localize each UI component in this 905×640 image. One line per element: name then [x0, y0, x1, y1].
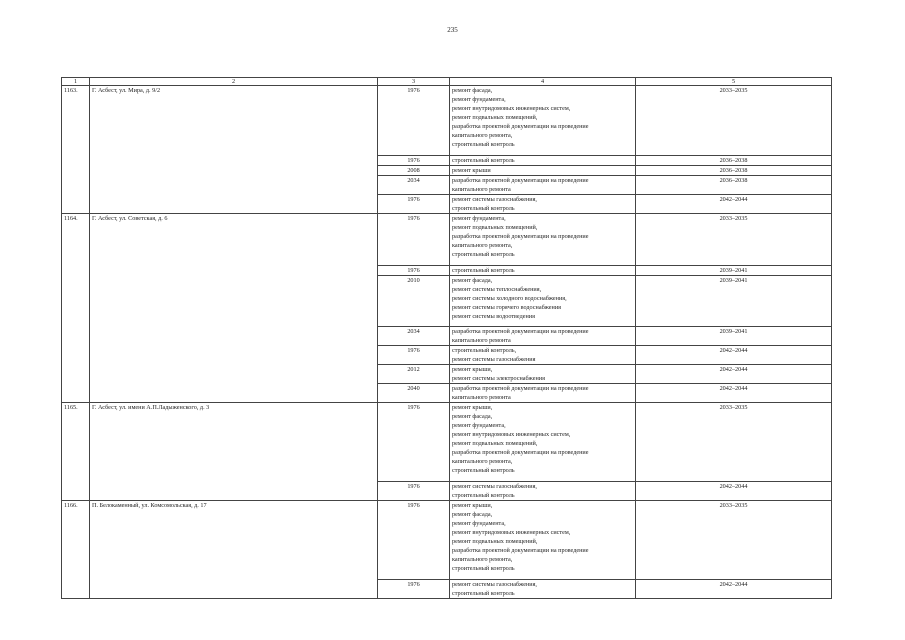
year-cell: 1976 [378, 580, 450, 599]
work-item: капитального ремонта [452, 394, 511, 401]
work-item: ремонт внутридомовых инженерных систем, [452, 529, 571, 536]
work-item: строительный контроль [452, 590, 515, 597]
work-item: ремонт фасада, [452, 511, 493, 518]
header-cell-number: 1 [62, 78, 90, 86]
year-cell: 2040 [378, 384, 450, 403]
work-item: ремонт фундамента, [452, 215, 506, 222]
repair-schedule-table [61, 77, 832, 599]
work-item: ремонт системы холодного водоснабжения, [452, 295, 567, 302]
work-item: ремонт подвальных помещений, [452, 538, 538, 545]
work-item: строительный контроль [452, 251, 515, 258]
period-cell: 2036–2038 [636, 166, 832, 176]
work-item: ремонт крыши, [452, 366, 493, 373]
year-cell: 1976 [378, 346, 450, 365]
work-item: строительный контроль [452, 565, 515, 572]
period-cell: 2036–2038 [636, 156, 832, 166]
work-item: ремонт крыши, [452, 502, 493, 509]
works-cell [450, 580, 636, 599]
work-item: капитального ремонта [452, 337, 511, 344]
period-cell: 2033–2035 [636, 214, 832, 266]
works-cell [450, 166, 636, 176]
period-cell: 2033–2035 [636, 403, 832, 482]
works-cell [450, 403, 636, 482]
work-item: разработка проектной документации на проведение [452, 385, 589, 392]
works-cell [450, 384, 636, 403]
period-cell: 2039–2041 [636, 276, 832, 327]
works-cell [450, 156, 636, 166]
work-item: ремонт системы газоснабжения, [452, 483, 537, 490]
year-cell: 1976 [378, 266, 450, 276]
header-cell-period: 5 [636, 78, 832, 86]
period-cell: 2042–2044 [636, 195, 832, 214]
period-cell: 2033–2035 [636, 86, 832, 156]
work-item: разработка проектной документации на проведение [452, 233, 589, 240]
work-item: ремонт внутридомовых инженерных систем, [452, 431, 571, 438]
works-cell [450, 276, 636, 327]
works-cell [450, 365, 636, 384]
works-cell [450, 214, 636, 266]
page-number: 235 [447, 26, 458, 34]
work-item: ремонт фасада, [452, 413, 493, 420]
period-cell: 2042–2044 [636, 482, 832, 501]
work-item: ремонт системы газоснабжения, [452, 196, 537, 203]
period-cell: 2042–2044 [636, 384, 832, 403]
works-cell [450, 501, 636, 580]
work-item: разработка проектной документации на проведение [452, 177, 589, 184]
work-item: разработка проектной документации на проведение [452, 328, 589, 335]
year-cell: 1976 [378, 195, 450, 214]
year-cell: 1976 [378, 403, 450, 482]
year-cell: 1976 [378, 214, 450, 266]
work-item: ремонт крыши, [452, 404, 493, 411]
period-cell: 2042–2044 [636, 346, 832, 365]
year-cell: 2034 [378, 176, 450, 195]
works-cell [450, 266, 636, 276]
work-item: капитального ремонта, [452, 132, 513, 139]
address-cell: Г. Асбест, ул. Советская, д. 6 [90, 214, 378, 403]
period-cell: 2039–2041 [636, 327, 832, 346]
works-cell [450, 86, 636, 156]
work-item: разработка проектной документации на проведение [452, 123, 589, 130]
header-cell-year: 3 [378, 78, 450, 86]
period-cell: 2033–2035 [636, 501, 832, 580]
work-item: строительный контроль [452, 267, 515, 274]
work-item: ремонт фундамента, [452, 520, 506, 527]
work-item: капитального ремонта, [452, 242, 513, 249]
works-cell [450, 346, 636, 365]
work-item: капитального ремонта, [452, 458, 513, 465]
year-cell: 2008 [378, 166, 450, 176]
work-item: ремонт крыши [452, 167, 491, 174]
work-item: ремонт подвальных помещений, [452, 440, 538, 447]
header-cell-works: 4 [450, 78, 636, 86]
work-item: ремонт системы горячего водоснабжения [452, 304, 561, 311]
works-cell [450, 327, 636, 346]
table-row [62, 214, 832, 266]
work-item: ремонт системы теплоснабжения, [452, 286, 542, 293]
works-cell [450, 482, 636, 501]
entry-number-cell: 1165. [62, 403, 90, 501]
work-item: капитального ремонта [452, 186, 511, 193]
work-item: ремонт системы газоснабжения, [452, 581, 537, 588]
work-item: ремонт фасада, [452, 87, 493, 94]
work-item: ремонт фасада, [452, 277, 493, 284]
work-item: ремонт фундамента, [452, 422, 506, 429]
work-item: ремонт системы водоотведения [452, 313, 535, 320]
period-cell: 2039–2041 [636, 266, 832, 276]
work-item: строительный контроль [452, 492, 515, 499]
address-cell: Г. Асбест, ул. Мира, д. 9/2 [90, 86, 378, 214]
year-cell: 2034 [378, 327, 450, 346]
year-cell: 1976 [378, 501, 450, 580]
work-item: ремонт подвальных помещений, [452, 224, 538, 231]
work-item: ремонт подвальных помещений, [452, 114, 538, 121]
address-cell: П. Белокаменный, ул. Комсомольская, д. 17 [90, 501, 378, 599]
table-row [62, 501, 832, 580]
works-cell [450, 176, 636, 195]
table-row [62, 403, 832, 482]
address-cell: Г. Асбест, ул. имени А.П.Ладыженского, д. 3 [90, 403, 378, 501]
work-item: ремонт фундамента, [452, 96, 506, 103]
work-item: ремонт системы электроснабжения [452, 375, 545, 382]
year-cell: 1976 [378, 86, 450, 156]
works-cell [450, 195, 636, 214]
header-cell-address: 2 [90, 78, 378, 86]
work-item: ремонт системы газоснабжения [452, 356, 536, 363]
period-cell: 2042–2044 [636, 365, 832, 384]
work-item: строительный контроль [452, 205, 515, 212]
entry-number-cell: 1166. [62, 501, 90, 599]
table-row [62, 86, 832, 156]
year-cell: 1976 [378, 482, 450, 501]
work-item: капитального ремонта, [452, 556, 513, 563]
work-item: разработка проектной документации на проведение [452, 449, 589, 456]
year-cell: 1976 [378, 156, 450, 166]
work-item: разработка проектной документации на проведение [452, 547, 589, 554]
entry-number-cell: 1163. [62, 86, 90, 214]
year-cell: 2012 [378, 365, 450, 384]
year-cell: 2010 [378, 276, 450, 327]
entry-number-cell: 1164. [62, 214, 90, 403]
work-item: ремонт внутридомовых инженерных систем, [452, 105, 571, 112]
work-item: строительный контроль [452, 141, 515, 148]
period-cell: 2036–2038 [636, 176, 832, 195]
table-header-row [62, 78, 832, 86]
work-item: строительный контроль, [452, 347, 517, 354]
work-item: строительный контроль [452, 467, 515, 474]
work-item: строительный контроль [452, 157, 515, 164]
period-cell: 2042–2044 [636, 580, 832, 599]
